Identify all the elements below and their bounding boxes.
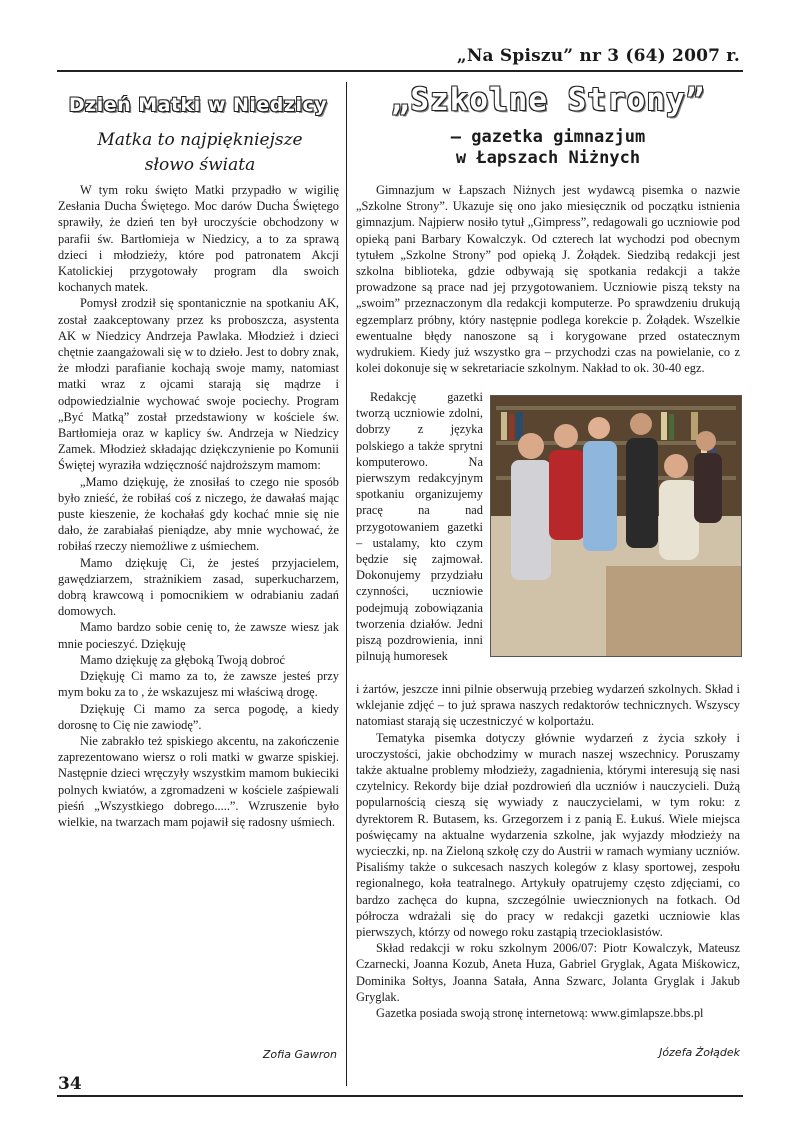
column-divider	[346, 82, 347, 1086]
left-article-subtitle	[70, 128, 330, 178]
footer-rule	[57, 1095, 743, 1097]
paragraph: Mamo bardzo sobie cenię to, że zawsze wiesz jak mnie pocieszyć. Dziękuję	[58, 620, 339, 651]
subtitle-line-1: Matka to najpiękniejsze	[97, 130, 303, 150]
paragraph: Gimnazjum w Łapszach Niżnych jest wydawcą pisemka o nazwie „Szkolne Strony”. Ukazuje się ono jako miesięcznik od początku istnienia gimnazjum. Najpierw nosiło tytuł „Gimpress”, redagowali go uczniowie pod opieką pani Barbary Kowalczyk. Od czterech lat wychodzi pod obecnym tytułem „Szkolne Strony” pod opieką J. Żołądek. Siedzibą redakcji jest szkolna biblioteka, gdzie odbywają się spotkania redakcji a także prowadzone są prace nad jej przygotowaniem. Uczniowie piszą teksty na „swoim” przeznaczonym dla redakcji komputerze. Po sprawdzeniu drukują egzemplarz próbny, który następnie podlega korekcie p. Żołądek. Wszelkie ewentualne błędy nanoszone są i korygowane przed ostatecznym wydrukiem. Kiedy już wszystko gra – przychodzi czas na powielanie, co z kolei dokonuje się w sekretariacie szkolnym. Nakład to ok. 30-40 egz.	[356, 183, 740, 376]
subtitle-line-2: słowo świata	[144, 155, 256, 175]
subtitle-line-1: – gazetka gimnazjum	[450, 127, 646, 147]
paragraph: i żartów, jeszcze inni pilnie obserwują przebieg wydarzeń szkolnych. Skład i wklejanie zdjęć – to już sprawa naszych redaktorów technicznych. Wszyscy natomiast starają się uczestniczyć w kolportażu.	[356, 682, 740, 729]
right-article-author: Józefa Żołądek	[659, 1046, 740, 1059]
paragraph: Mamo dziękuję za głęboką Twoją dobroć	[80, 652, 286, 667]
paragraph: Mamo dziękuję Ci, że jesteś przyjacielem, gawędziarzem, strażnikiem zasad, superkucharzem, dobrą krawcową i pomocnikiem w odrabianiu zadań domowych.	[58, 555, 339, 619]
paragraph: Skład redakcji w roku szkolnym 2006/07: Piotr Kowalczyk, Mateusz Czarnecki, Joanna Kozub, Aneta Huza, Gabriel Gryglak, Agata Miśkowicz, Dominika Sołtys, Joanna Satała, Anna Szwarc, Jolanta Gryglak i Jakub Gryglak.	[356, 941, 740, 1004]
group-photo-icon	[491, 396, 741, 656]
paragraph: Redakcję gazetki tworzą uczniowie zdolni, dobrzy z języka polskiego a także sprytni komputerowo. Na pierwszym redakcyjnym spotkaniu organizujemy pracę na nad przygotowaniem gazetki – ustalamy, kto czym będzie się zajmował. Dokonujemy przydziału czynności, uczniowie podejmują zobowiązania tworzenia działów. Jedni piszą pozdrowienia, inni pilnują humoresek	[356, 390, 483, 664]
right-article-body	[356, 681, 740, 1021]
paragraph: Pomysł zrodził się spontanicznie na spotkaniu AK, został zaakceptowany przez ks proboszcza, asystenta AK w Niedzicy Andrzeja Pawlaka. Młodzież i dzieci chętnie zaangażowali się w to dzieło. Jest to dobry znak, że młodzi parafianie kochają swoje mamy, natomiast matki wraz z ojcami starają się mądrze i odpowiedzialnie wychować swoje pociechy. Program „Być Matką” został przedstawiony w kościele św. Bartłomieja oraz w kaplicy św. Andrzeja w Niedzicy Zamek. Młodzież składając dziękczynienie po Komunii Świętej wyraziła wdzięczność najdroższym mamom:	[58, 296, 339, 473]
page-number: 34	[58, 1074, 82, 1094]
left-article-author: Zofia Gawron	[262, 1048, 337, 1061]
paragraph: Gazetka posiada swoją stronę internetową: www.gimlapsze.bbs.pl	[376, 1006, 704, 1021]
right-article-intro	[356, 182, 740, 376]
header-rule	[57, 70, 743, 72]
paragraph: Dziękuję Ci mamo za serca pogodę, a kiedy dorosnę to Cię nie zawiodę”.	[58, 701, 339, 732]
left-article-title: Dzień Matki w Niedzicy	[68, 94, 328, 116]
right-article-subtitle	[356, 127, 740, 169]
group-photo-image	[490, 395, 742, 657]
left-article-body	[58, 182, 339, 830]
right-article-wrap-text	[356, 389, 483, 664]
paragraph: Tematyka pisemka dotyczy głównie wydarzeń z życia szkoły i uroczystości, jakie obchodzimy w murach naszej wszechnicy. Poruszamy także aktualne problemy młodzieży, zagadnienia, którymi interesują się nasi czytelnicy. Rekordy bije dział pozdrowień dla uczniów i nauczycieli. Dużą popularnością cieszą się wywiady z nauczycielami, w tym roku: z dyrektorem R. Butasem, ks. Grzegorzem i z panią E. Łukuś. Wiele miejsca poświęcamy na aktualne wydarzenia szkolne, jak wyjazdy młodzieży na wycieczki, np. na Zieloną szkołę czy do Austrii w ramach wymiany uczniów. Pisaliśmy także o sukcesach naszych kolegów z klasy sportowej, zespołu regionalnego, koła teatralnego. Artykuły opatrujemy często zdjęciami, co bardzo zachęca do kupna, szczególnie uwiecznionych na fotkach. Od półrocza wdrażali się do pracy w redakcji gazetki uczniowie klas pierwszych, którzy od nowego roku zastąpią trzecioklasistów.	[356, 730, 740, 940]
paragraph: „Mamo dziękuję, że znosiłaś to czego nie sposób było znieść, że robiłaś coś z niczego, że dawałaś mając puste kieszenie, że kochałaś gdy kochać mnie się nie dało, że zarabiałaś pieniądze, aby mnie wychować, że robiłaś rzeczy niemożliwe z uśmiechem.	[58, 474, 339, 554]
right-article-title: „Szkolne Strony”	[390, 82, 706, 118]
paragraph: W tym roku święto Matki przypadło w wigilię Zesłania Ducha Świętego. Moc darów Ducha Świętego sprawiły, że dzień ten był uroczyście obchodzony w parafii św. Bartłomieja w Niedzicy, a to za sprawą dzieci i młodzieży, które pod patronatem Akcji Katolickiej przygotowały program dla swoich kochanych matek.	[58, 183, 339, 295]
paragraph: Dziękuję Ci mamo za to, że zawsze jesteś przy mym boku za to , że wskazujesz mi właściwą drogę.	[58, 669, 339, 700]
paragraph: Nie zabrakło też spiskiego akcentu, na zakończenie zaprezentowano wiersz o roli matki w gwarze spiskiej. Następnie dzieci wręczyły wszystkim mamom bukieciki polnych kwiatów, a zgromadzeni w kościele zaśpiewali pieśń „Wszystkiego dobrego.....”. Wzruszenie było wielkie, na twarzach mam pojawił się radosny uśmiech.	[58, 733, 339, 829]
running-header: „Na Spiszu” nr 3 (64) 2007 r.	[456, 46, 740, 66]
subtitle-line-2: w Łapszach Niżnych	[455, 148, 641, 168]
